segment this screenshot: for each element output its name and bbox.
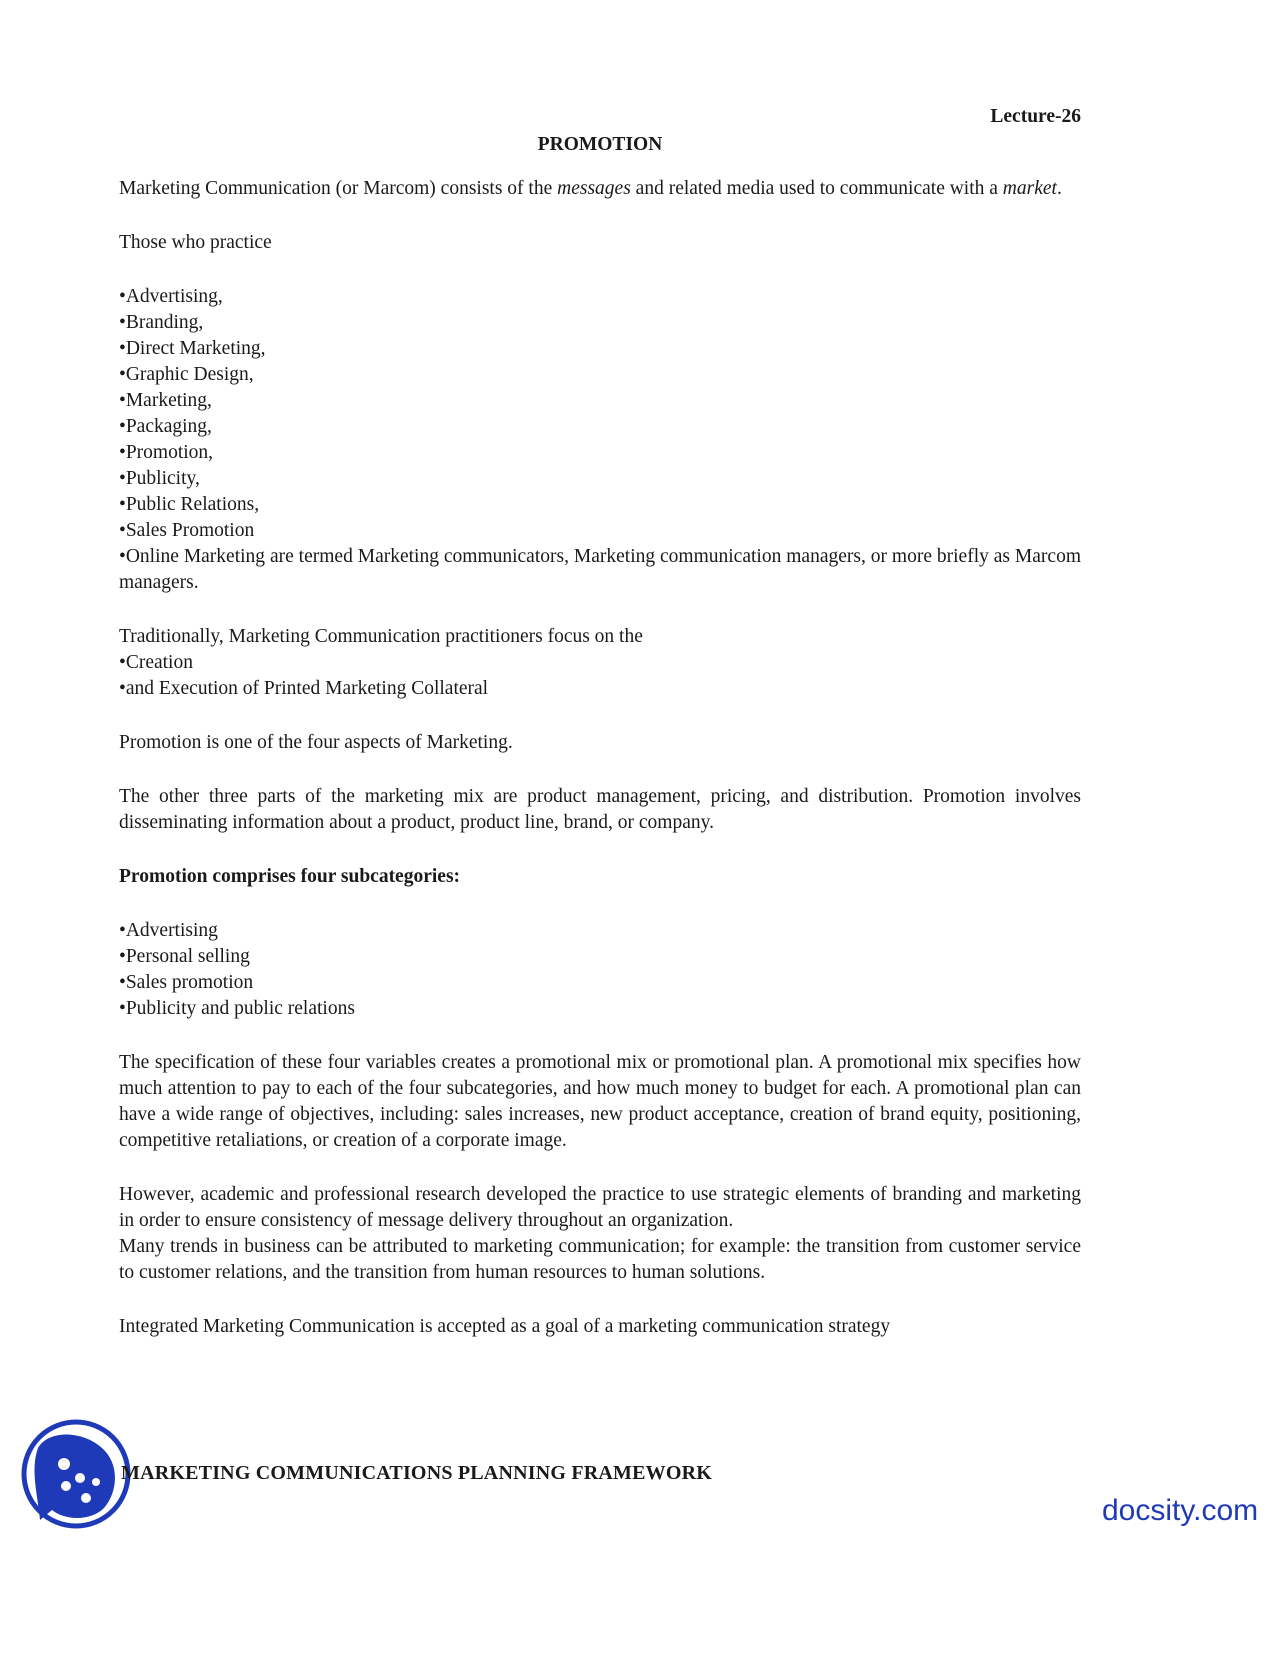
list-item: • Packaging, (119, 414, 1081, 440)
list-item: • Sales promotion (119, 970, 1081, 996)
list-item: • Branding, (119, 310, 1081, 336)
practice-lead: Those who practice (119, 232, 272, 253)
traditional-block (119, 624, 1081, 702)
list-item: • Creation (119, 650, 1081, 676)
framework-heading: MARKETING COMMUNICATIONS PLANNING FRAMEWORK (121, 1462, 713, 1484)
traditional-lead: Traditionally, Marketing Communication practitioners focus on the (119, 626, 643, 647)
list-item: • Advertising (119, 918, 1081, 944)
docsity-brand-link[interactable]: docsity.com (1102, 1494, 1259, 1527)
trends-paragraph: Many trends in business can be attributed to marketing communication; for example: the transition from customer service to customer relations, and the transition from human resources to human solutions. (119, 1236, 1081, 1283)
list-item: • Sales Promotion (119, 518, 1081, 544)
list-item: • Graphic Design, (119, 362, 1081, 388)
list-item: • Publicity and public relations (119, 996, 1081, 1022)
list-item: • Direct Marketing, (119, 336, 1081, 362)
subcategories-heading: Promotion comprises four subcategories: (119, 866, 461, 887)
document-page (119, 104, 1081, 1340)
list-item: • Promotion, (119, 440, 1081, 466)
list-item: • Public Relations, (119, 492, 1081, 518)
page-title: PROMOTION (537, 134, 663, 155)
subcategories-list (119, 918, 1081, 1022)
practice-list (119, 284, 1081, 596)
list-item: • Online Marketing are termed Marketing communicators, Marketing communication managers, or more briefly as Marcom managers. (119, 544, 1081, 596)
intro-paragraph: Marketing Communication (or Marcom) consists of the messages and related media used to communicate with a market. (119, 178, 1062, 199)
integrated-paragraph: Integrated Marketing Communication is accepted as a goal of a marketing communication strategy (119, 1316, 891, 1337)
list-item: • Publicity, (119, 466, 1081, 492)
four-aspects-paragraph: Promotion is one of the four aspects of Marketing. (119, 732, 513, 753)
lecture-number: Lecture-26 (990, 106, 1081, 127)
other-three-paragraph: The other three parts of the marketing mix are product management, pricing, and distribution. Promotion involves disseminating information about a product, product line, brand, or company. (119, 786, 1081, 833)
list-item: • Advertising, (119, 284, 1081, 310)
specification-paragraph: The specification of these four variables creates a promotional mix or promotional plan. A promotional mix specifies how much attention to pay to each of the four subcategories, and how much money to budget for each. A promotional plan can have a wide range of objectives, including: sales increases, new product acceptance, creation of brand equity, positioning, competitive retaliations, or creation of a corporate image. (119, 1052, 1081, 1151)
however-paragraph: However, academic and professional research developed the practice to use strategic elements of branding and marketing in order to ensure consistency of message delivery throughout an organization. (119, 1184, 1081, 1231)
list-item: • and Execution of Printed Marketing Collateral (119, 676, 1081, 702)
list-item: • Personal selling (119, 944, 1081, 970)
docsity-logo-icon[interactable] (20, 1418, 132, 1530)
list-item: • Marketing, (119, 388, 1081, 414)
